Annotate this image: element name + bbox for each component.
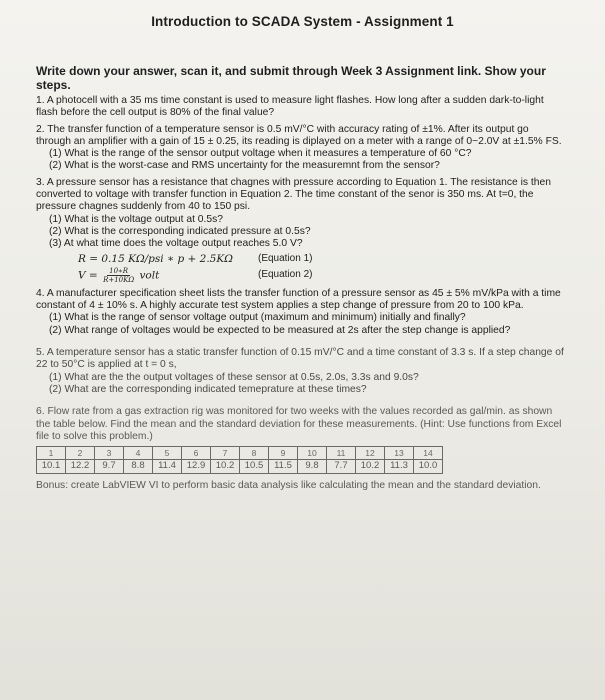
question-2-part-2: (2) What is the worst-case and RMS uncertainty for the measuremnt from the sensor? (49, 160, 440, 172)
flow-rate-table-days-row (37, 447, 443, 460)
flow-rate-table (36, 446, 443, 474)
day-cell: 8 (240, 447, 269, 460)
instructions: Write down your answer, scan it, and submit through Week 3 Assignment link. Show your steps. (36, 64, 546, 92)
day-cell: 12 (356, 447, 385, 460)
question-3-part-3: (3) At what time does the voltage output reaches 5.0 V? (49, 238, 303, 250)
question-5 (36, 347, 564, 396)
equation-2-formula (78, 267, 258, 284)
equation-2-lhs: V = (78, 269, 98, 282)
value-cell: 9.7 (95, 460, 124, 473)
bonus-text: Bonus: create LabVIEW VI to perform basic data analysis like calculating the mean and the standard deviation. (36, 479, 541, 491)
value-cell: 11.4 (153, 460, 182, 473)
equation-2-denominator: R+10KΩ (103, 275, 135, 284)
day-cell: 2 (66, 447, 95, 460)
question-5-text: 5. A temperature sensor has a static transfer function of 0.15 mV/°C and a time constant of 3.3 s. If a step change of 22 to 50°C is applied at t = 0 s, (36, 347, 564, 371)
question-4 (36, 288, 564, 337)
question-6 (36, 406, 564, 492)
question-4-part-1: (1) What is the range of sensor voltage output (maximum and minimum) initially and finally? (49, 312, 466, 324)
question-2 (36, 124, 564, 173)
day-cell: 6 (182, 447, 211, 460)
equation-2-unit: volt (139, 269, 160, 282)
question-3-text: 3. A pressure sensor has a resistance that chagnes with pressure according to Equation 1. The resistance is then converted to voltage with transfer function in Equation 2. The time constant of the senor is 350 ms. At t=0, the pressure chagnes suddenly from 40 to 150 psi. (36, 176, 551, 213)
assignment-body (36, 64, 564, 496)
day-cell: 5 (153, 447, 182, 460)
day-cell: 13 (385, 447, 414, 460)
day-cell: 3 (95, 447, 124, 460)
equation-2-numerator: 10∗R (109, 266, 129, 275)
value-cell: 10.5 (240, 460, 269, 473)
value-cell: 9.8 (298, 460, 327, 473)
flow-rate-table-values-row (37, 460, 443, 473)
question-2-part-1: (1) What is the range of the sensor output voltage when it measures a temperature of 60 °C? (49, 148, 472, 160)
question-3-part-1: (1) What is the voltage output at 0.5s? (49, 213, 224, 225)
question-5-part-1: (1) What are the the output voltages of these sensor at 0.5s, 2.0s, 3.3s and 9.0s? (49, 371, 419, 383)
day-cell: 1 (37, 447, 66, 460)
value-cell: 12.9 (182, 460, 211, 473)
day-cell: 14 (414, 447, 443, 460)
value-cell: 7.7 (327, 460, 356, 473)
day-cell: 10 (298, 447, 327, 460)
question-1-text: 1. A photocell with a 35 ms time constant is used to measure light flashes. How long after a sudden dark-to-light flash before the cell output is 80% of the final value? (36, 95, 544, 119)
question-3-part-2: (2) What is the corresponding indicated pressure at 0.5s? (49, 225, 311, 237)
day-cell: 9 (269, 447, 298, 460)
equation-1 (36, 253, 564, 265)
question-3 (36, 177, 564, 284)
equation-1-label: (Equation 1) (258, 252, 313, 264)
question-1 (36, 95, 564, 120)
question-4-part-2: (2) What range of voltages would be expected to be measured at 2s after the step change is applied? (49, 324, 511, 336)
question-2-text: 2. The transfer function of a temperature sensor is 0.5 mV/°C with accuracy rating of ±1%. After its output go through an amplifier with a gain of 15 ± 0.25, its reading is diplayed on a meter with a range of 0~2.0V at ±1.5% FS. (36, 123, 562, 147)
value-cell: 10.0 (414, 460, 443, 473)
day-cell: 7 (211, 447, 240, 460)
value-cell: 11.5 (269, 460, 298, 473)
question-5-part-2: (2) What are the corresponding indicated temeprature at these times? (49, 383, 367, 395)
value-cell: 8.8 (124, 460, 153, 473)
day-cell: 4 (124, 447, 153, 460)
value-cell: 10.1 (37, 460, 66, 473)
value-cell: 10.2 (211, 460, 240, 473)
equation-2 (36, 267, 564, 284)
equation-2-label: (Equation 2) (258, 269, 313, 281)
page-title: Introduction to SCADA System - Assignment 1 (151, 14, 454, 29)
value-cell: 12.2 (66, 460, 95, 473)
question-6-text: 6. Flow rate from a gas extraction rig was monitored for two weeks with the values recorded as gal/min. as shown the table below. Find the mean and the standard deviation for these measurements. (Hint: Use functions from Excel file to solve this problem.) (36, 406, 562, 442)
equation-2-fraction (103, 267, 134, 284)
question-4-text: 4. A manufacturer specification sheet lists the transfer function of a pressure sensor as 45 ± 5% mV/kPa with a time constant of 4 ± 10% s. A highly accurate test system applies a step change of pressure from 20 to 100 kPa. (36, 287, 561, 312)
value-cell: 10.2 (356, 460, 385, 473)
value-cell: 11.3 (385, 460, 414, 473)
day-cell: 11 (327, 447, 356, 460)
equation-1-formula: R = 0.15 KΩ/psi ∗ p + 2.5KΩ (78, 252, 233, 265)
